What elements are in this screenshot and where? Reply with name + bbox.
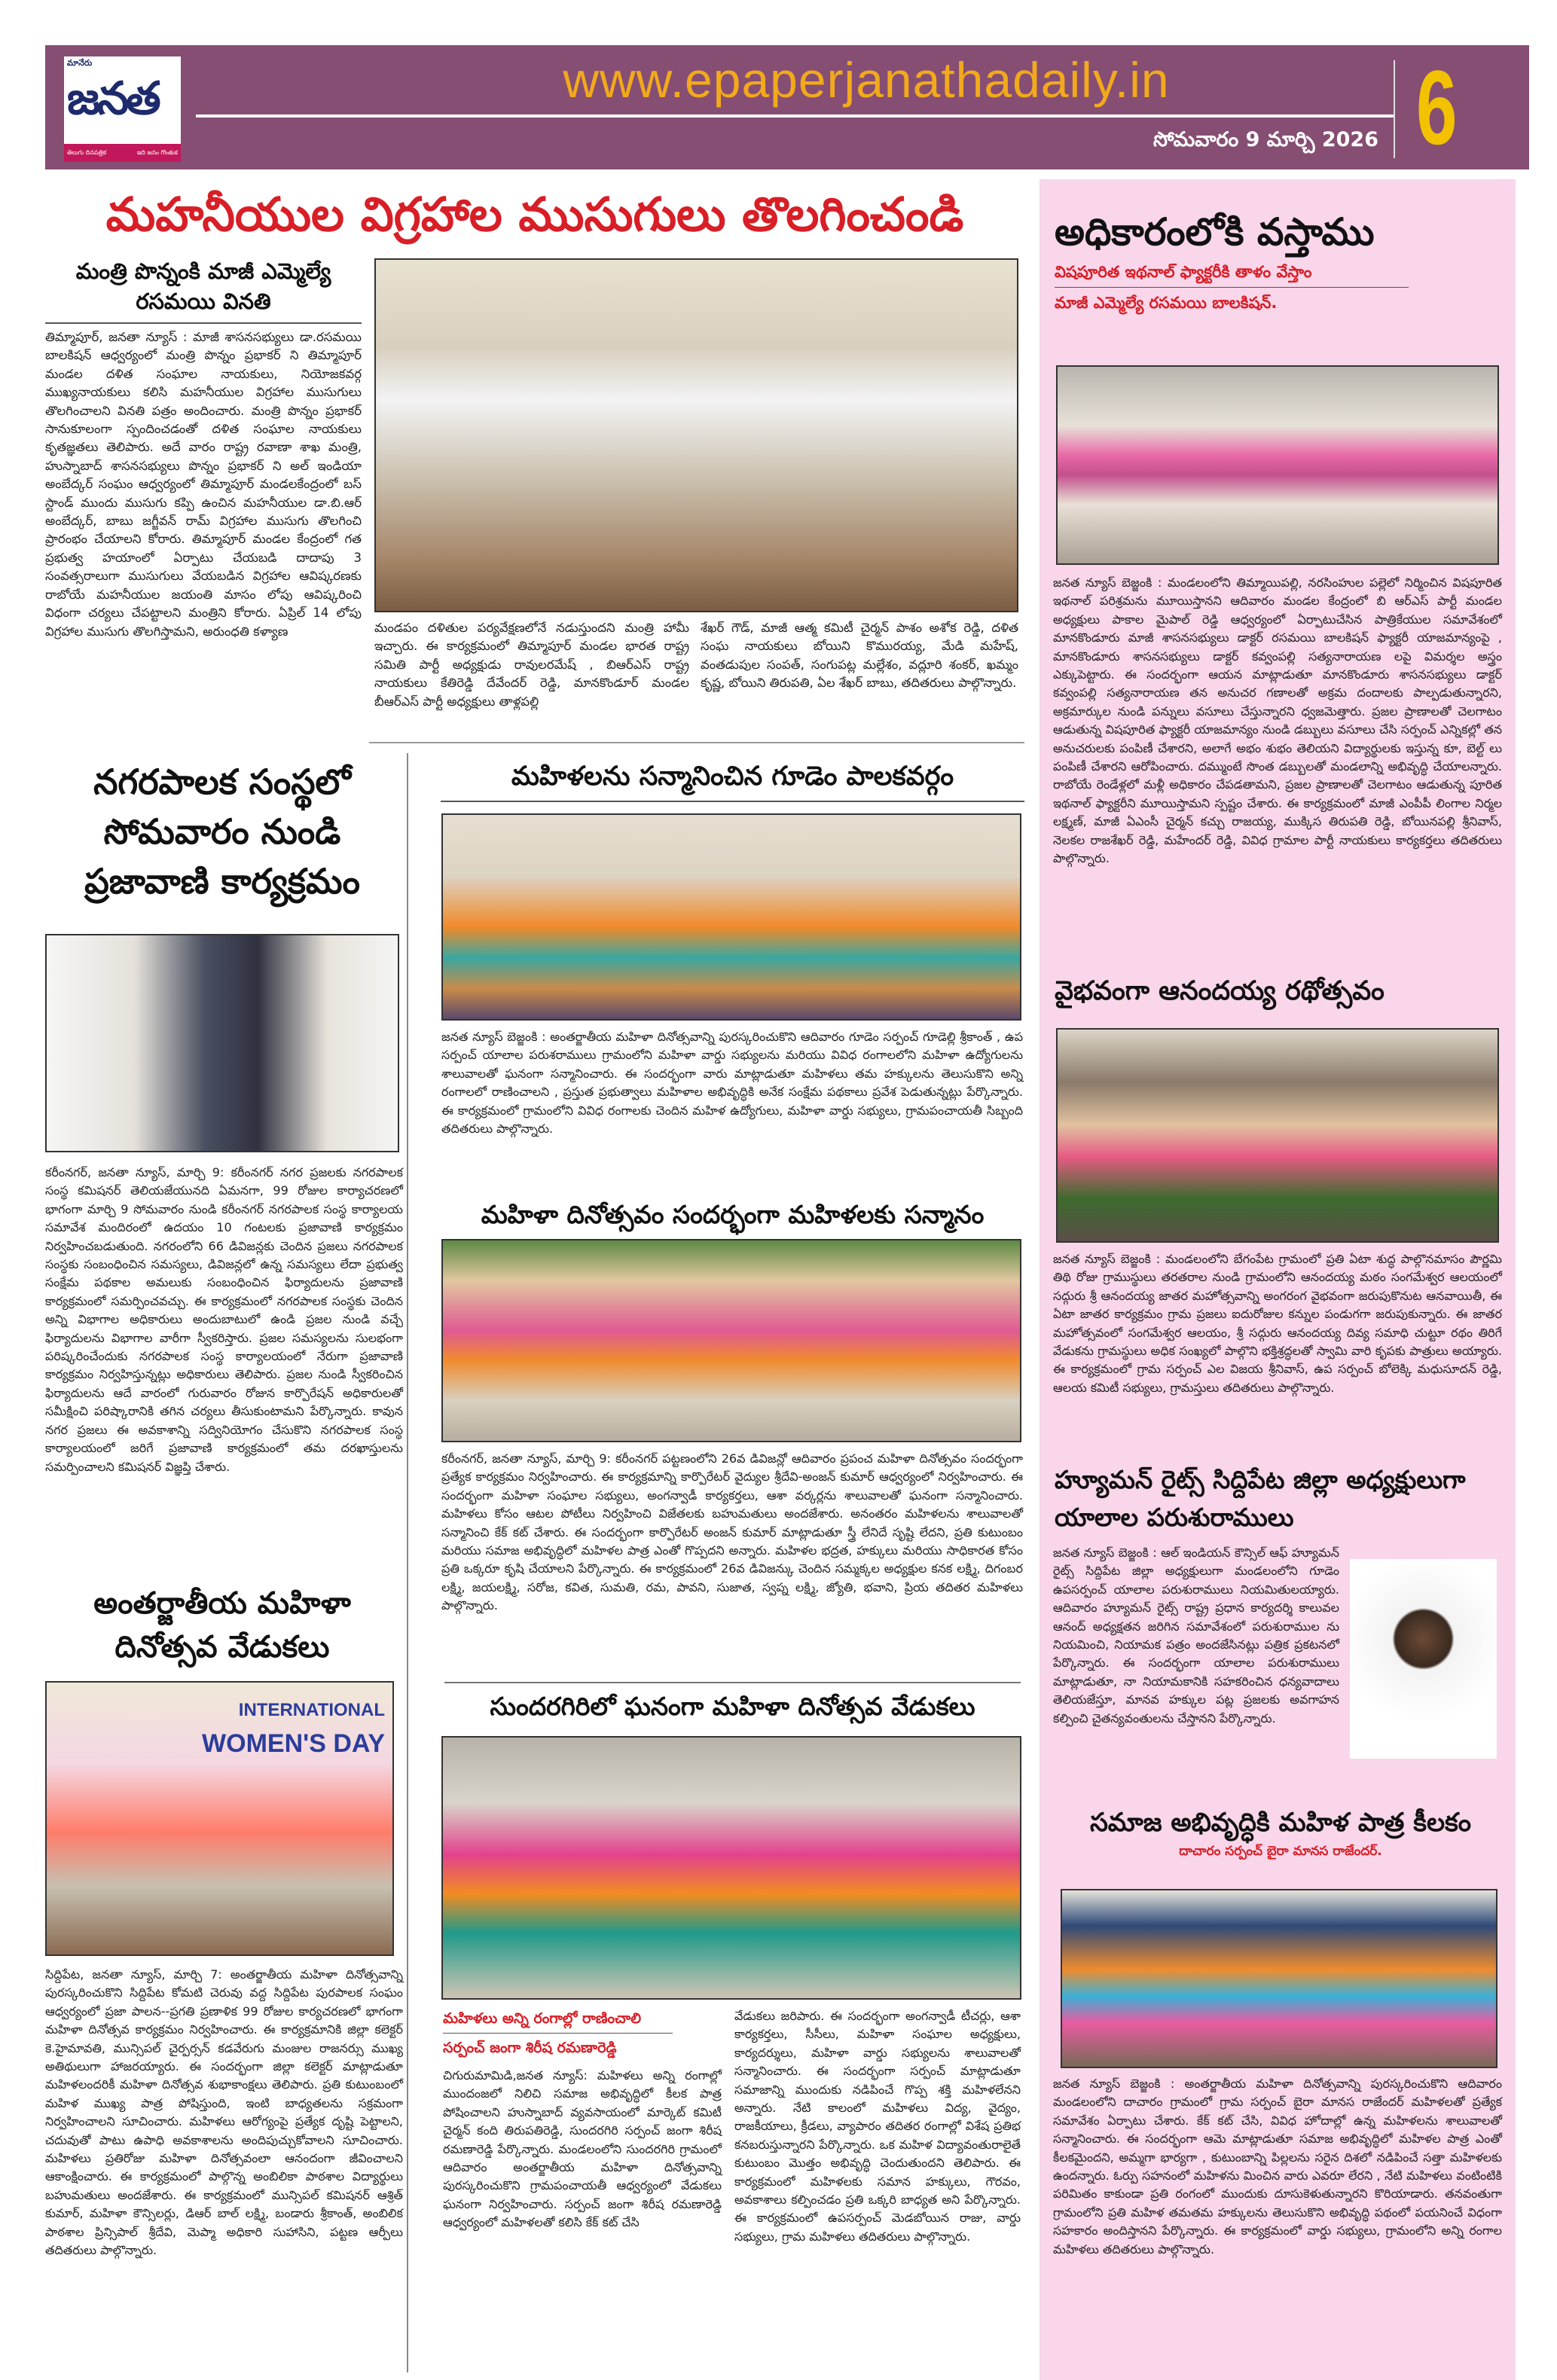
lead-bottom-rule [369, 742, 1024, 743]
power-headline: అధికారంలోకి వస్తాము [1055, 210, 1375, 254]
article-gudem [441, 757, 1024, 802]
dacharam-body-block [1053, 2075, 1502, 2259]
gudem-body-block [441, 1028, 1023, 1138]
dacharam-photo [1061, 1889, 1497, 2068]
sundaragiri-subhead-rule [443, 2033, 673, 2034]
prajavani-photo [45, 934, 399, 1152]
article-lead [45, 181, 1024, 249]
lead-body-right: శేఖర్ గౌడ్, మాజీ ఆత్మ కమిటీ చైర్మన్ పాశం అశోక రెడ్డి, దళిత సంఘ నాయకులు బోయిని కొమురయ్య, మేడి మహేష్, వంతడుపుల సంపత్, సంగుపట్ల మల్లేశం, వద్లూరి శంకర్, ఖమ్మం కృష్ణ, బోయిని తిరుపతి, ఏల శేఖర్ బాబు, తదితరులు పాల్గొన్నారు. [701, 621, 1018, 691]
article-intl-womens-day [45, 1582, 399, 1669]
article-womens-day-honor [441, 1198, 1024, 1232]
lead-body-left: తిమ్మాపూర్, జనతా న్యూస్ : మాజీ శాసనసభ్యులు డా.రసమయి బాలకిషన్ ఆధ్వర్యంలో మంత్రి పొన్నం ప్రభాకర్ ని తిమ్మాపూర్ మండల దళిత సంఘాల నాయకులు, నియోజకవర్గ ముఖ్యనాయకులు కలిసి మహనీయుల విగ్రహాల ముసుగులు తొలగించాలని వినతి పత్రం అందించారు. మంత్రి పొన్నం ప్రభాకర్ సానుకూలంగా స్పందించడంతో దళిత సంఘాల నాయకులు కృతజ్ఞతలు తెలిపారు. అదే వారం రాష్ట్ర రవాణా శాఖ మంత్రి, హుస్నాబాద్ శాసనసభ్యులు పొన్నం ప్రభాకర్ ని అల్ ఇండియా అంబేద్కర్ సంఘం ఆధ్వర్యంలో తిమ్మాపూర్ మండలకేంద్రంలో బస్ స్టాండ్ ముందు ముసుగు కప్పి ఉంచిన మహనీయుల డా.బి.ఆర్ అంబేద్కర్, బాబు జగ్జీవన్ రామ్ విగ్రహాల ముసుగు తొలగించి ప్రారంభం చేయాలని కోరారు. తిమ్మాపూర్ మండల కేంద్రంలో గత ప్రభుత్వ హయాంలో ఏర్పాటు చేయబడి దాదాపు 3 సంవత్సరాలుగా ముసుగులు వేయబడిన విగ్రహాల ఆవిష్కరణకు రాబోయే మహనీయుల జయంతి మాసం లోపు ఆవిష్కరించి విధంగా చర్యలు చేపట్టాలని మంత్రిని కోరారు. ఏప్రిల్ 14 లోపు విగ్రహాల ముసుగు తొలగిస్తామని, అరుంధతి కళ్యాణ [45, 330, 362, 639]
sundaragiri-column-2 [734, 2007, 1021, 2246]
photo-banner-line2: WOMEN'S DAY [202, 1729, 385, 1758]
lead-body-mid: మండపం దళితుల పర్యవేక్షణలోనే నడుస్తుందని మంత్రి హామీ ఇచ్చారు. ఈ కార్యక్రమంలో తిమ్మాపూర్ మండల భారత రాష్ట్ర సమితి పార్టీ అధ్యక్షుడు రావులరమేష్ , బిఆర్ఎస్ రాష్ట్ర నాయకులు కేతిరెడ్డి దేవేందర్ రెడ్డి, మానకొండూర్ మండల బీఆర్ఎస్ పార్టీ అధ్యక్షులు తాళ్లపల్లి [374, 621, 689, 709]
article-anandayya [1055, 972, 1507, 1011]
article-sundaragiri [441, 1687, 1024, 1726]
dacharam-subhead: దాచారం సర్పంచ్ బైరా మానస రాజేందర్. [1179, 1844, 1382, 1859]
sundaragiri-photo [441, 1736, 1021, 2000]
logo-tagline-strip [64, 144, 181, 162]
human-rights-headline: హ్యూమన్ రైట్స్ సిద్దిపేట జిల్లా అధ్యక్షులుగా యాలాల పరుశురాములు [1055, 1465, 1466, 1532]
masthead-divider [196, 114, 1394, 117]
womens-day-honor-body-block [441, 1450, 1023, 1616]
gudem-body: జనత న్యూస్ బెజ్జంకి : అంతర్జాతీయ మహిళా దినోత్సవాన్ని పురస్కరించుకొని ఆదివారం గూడెం సర్పంచ్ గూడెల్లి శ్రీకాంత్ , ఉప సర్పంచ్ యాలాల పరుశరాములు గ్రామంలోని మహిళా వార్డు సభ్యులను మరియు వివిధ రంగాలలోని మహిళా ఉద్యోగులను శాలువాలతో ఘనంగా సన్మానించారు. ఈ సందర్భంగా వారు మాట్లాడుతూ మహిళలు తమ హక్కులను తెలుసుకొని అన్ని రంగాలలో రాణించాలని , ప్రస్తుత ప్రభుత్వాలు మహిళాల అభివృద్ధికి అనేక సంక్షేమ పథకాలు ప్రవేశ పెడుతున్నట్లు పేర్కొన్నారు. ఈ కార్యక్రమంలో గ్రామంలోని వివిధ రంగాలకు చెందిన మహిళ ఉద్యోగులు, మహిళా వార్డు సభ్యులు, గ్రామపంచాయతీ సిబ్బంది తదితరులు పాల్గొన్నారు. [441, 1030, 1023, 1137]
photo-banner-line1: INTERNATIONAL [238, 1700, 385, 1720]
dacharam-body: జనత న్యూస్ బెజ్జంకి : అంతర్జాతీయ మహిళా దినోత్సవాన్ని పురస్కరించుకొని ఆదివారం మండలంలోని దాచారం గ్రామంలో గ్రామ సర్పంచ్ బైరా మానస రాజేందర్ మహిళలతో ప్రత్యేక సమావేశం ఏర్పాటు చేశారు. కేక్ కట్ చేసి, వివిధ హోదాల్లో ఉన్న మహిళలను శాలువాలతో సన్మానించారు. ఈ సందర్భంగా ఆమె మాట్లాడుతూ సమాజ అభివృద్ధిలో మహిళల పాత్ర ఎంతో కీలకమైందని, అమ్మగా భార్యగా , కుటుంబాన్ని పిల్లలను సరైన దిశలో నడిపించే సత్తా మహిళలకు ఉందన్నారు. ఓర్పు సహనంలో మహిళను మించిన వారు ఎవరూ లేరని , నేటి మహిళలు వంటింటికి పరిమితం కాకుండా ప్రతి రంగంలో ముందుకు దూసుకెళుతున్నారని కొరియాడారు. తనవంతుగా గ్రామంలోని ప్రతి మహిళ తమతమ హక్కులను తెలుసుకొని అభివృద్ధి పథంలో పయనించే విధంగా సహకారం అందిస్తానని పేర్కొన్నారు. ఈ కార్యక్రమంలో వార్డు సభ్యులు, గ్రామంలోని అన్ని రంగాల మహిళలు తదితరులు పాల్గొన్నారు. [1053, 2076, 1502, 2256]
power-subhead-rule [1055, 287, 1409, 288]
sundaragiri-top-rule [444, 1682, 1021, 1683]
lead-headline: మహనీయుల విగ్రహాల ముసుగులు తొలగించండి [105, 187, 964, 242]
sundaragiri-subhead-1: మహిళలు అన్ని రంగాల్లో రాణించాలి [443, 2010, 642, 2027]
prajavani-headline: నగరపాలక సంస్థలో సోమవారం నుండి ప్రజావాణి కార్యక్రమం [84, 761, 360, 902]
article-dacharam [1055, 1804, 1507, 1861]
human-rights-body-block [1053, 1544, 1339, 1728]
gudem-headline-rule [441, 801, 1024, 802]
womens-day-honor-body: కరీంనగర్, జనతా న్యూస్, మార్చి 9: కరీంనగర్ పట్టణంలోని 26వ డివిజన్లో ఆదివారం ప్రపంచ మహిళా దినోత్సవం సందర్భంగా ప్రత్యేక కార్యక్రమం నిర్వహించారు. ఈ కార్యక్రమాన్ని కార్పొరేటర్ వైద్యుల శ్రీదేవి-అంజన్ కుమార్ ఆధ్వర్యంలో నిర్వహించారు. ఈ సందర్భంగా మహిళా సంఘాల సభ్యులు, అంగన్వాడీ కార్యకర్తలు, ఆశా వర్కర్లను శాలువాలతో ఘనంగా సన్మానించారు. మహిళలు కోసం ఆటల పోటీలు నిర్వహించి విజేతలకు బహుమతులు అందజేశారు. అనంతరం మహిళలను శాలువాలతో సన్మానించి కేక్ కట్ చేశారు. ఈ సందర్భంగా కార్పొరేటర్ అంజన్ కుమార్ మాట్లాడుతూ స్త్రీ లేనిదే సృష్టి లేదని, ప్రతి కుటుంబం మరియు సమాజ అభివృద్ధిలో మహిళల పాత్ర ఎంతో గొప్పదని అన్నారు. మహిళల భద్రత, హక్కులు మరియు సాధికారత కోసం ప్రతి ఒక్కరూ కృషి చేయాలని పేర్కొన్నారు. ఈ కార్యక్రమంలో 26వ డివిజన్కు చెందిన సమ్మక్కల అధ్యక్షుల కనక లక్ష్మి, దిగంబర లక్ష్మి, జయలక్ష్మి, సరోజ, కవిత, సుమతి, రమ, పావని, సుజాత, స్వప్న లక్ష్మి, జ్యోతి, భవాని, ప్రియ తదితర మహిళలు పాల్గొన్నారు. [441, 1451, 1023, 1613]
anandayya-body-block [1053, 1250, 1502, 1397]
prajavani-body-block [45, 1164, 403, 1476]
intl-womens-day-headline: అంతర్జాతీయ మహిళా దినోత్సవ వేడుకలు [93, 1586, 351, 1664]
power-photo [1056, 365, 1499, 565]
page-number: 6 [1416, 48, 1458, 166]
prajavani-body: కరీంనగర్, జనతా న్యూస్, మార్చి 9: కరీంనగర్ నగర ప్రజలకు నగరపాలక సంస్థ కమిషనర్ తెలియజేయునది ఏమనగా, 99 రోజుల కార్యాచరణలో భాగంగా మార్చి 9 సోమవారం నుండి కరీంనగర్ నగరపాలక సంస్థ కార్యాలయ సమావేశ మందిరంలో ఉదయం 10 గంటలకు ప్రజావాణి కార్యక్రమం నిర్వహించబడుతుంది. నగరంలోని 66 డివిజన్లకు చెందిన ప్రజలు నగరపాలక సంస్థకు సంబంధించిన సమస్యలు, డివిజన్లలో ఉన్న సమస్యలు లేదా ప్రభుత్వ సంక్షేమ పథకాల అమలుకు సంబంధించిన ఫిర్యాదులను ప్రజావాణి కార్యక్రమంలో సమర్పించవచ్చు. ఈ కార్యక్రమంలో నగరపాలక సంస్థకు చెందిన అన్ని విభాగాల అధికారులు అందుబాటులో ఉండి ప్రజల నుండి వచ్చే ఫిర్యాదులను విభాగాల వారీగా స్వీకరిస్తారు. ప్రజల సమస్యలను సులభంగా పరిష్కరించేందుకు నగరపాలక సంస్థ కార్యాలయంలో నేరుగా ప్రజావాణి కార్యక్రమం నిర్వహిస్తున్నట్లు అధికారులు తెలిపారు. ప్రజల నుండి స్వీకరించిన ఫిర్యాదులను ఆదే వారంలో గురువారం రోజున కార్పొరేషన్ అధికారులతో సమీక్షించి పరిష్కారానికి తగిన చర్యలు తీసుకుంటామని పేర్కొన్నారు. కావున నగర ప్రజలు ఈ అవకాశాన్ని సద్వినియోగం చేసుకొని నగరపాలక సంస్థ కార్యాలయంలో జరిగే ప్రజావాణి కార్యక్రమంలో తమ దరఖాస్తులను సమర్పించాలని కమిషనర్ విజ్ఞప్తి చేశారు. [45, 1165, 403, 1474]
lead-column-3 [701, 619, 1018, 693]
logo-tag-right: ఇది జనం గొంతుక [136, 149, 178, 156]
human-rights-portrait [1350, 1559, 1497, 1759]
sundaragiri-body-left: చిగురుమామిడి,జనత న్యూస్: మహిళలు అన్ని రంగాల్లో ముందంజలో నిలిచి సమాజ అభివృద్ధిలో కీలక పాత్ర పోషించాలని హుస్నాబాద్ వ్యవసాయంలో మార్కెట్ కమిటీ చైర్మన్ కంది తిరుపతిరెడ్డి, సుందరగిరి సర్పంచ్ జంగా శిరీష రమణారెడ్డి పేర్కొన్నారు. మండలంలోని సుందరగిరి గ్రామంలో ఆదివారం అంతర్జాతీయ మహిళా దినోత్సవాన్ని పురస్కరించుకొని గ్రామపంచాయతీ ఆధ్వర్యంలో వేడుకలు ఘనంగా నిర్వహించారు. సర్పంచ్ జంగా శిరీష రమణారెడ్డి ఆధ్వర్యంలో మహిళలతో కలిసి కేక్ కట్ చేసి [443, 2068, 722, 2230]
power-subhead-1: విషపూరిత ఇథనాల్ ఫ్యాక్టరీకి తాళం వేస్తాం [1055, 263, 1312, 281]
logo-main-text: జనత [67, 72, 158, 125]
womens-day-honor-photo [441, 1239, 1021, 1442]
sundaragiri-body-right: వేడుకలు జరిపారు. ఈ సందర్భంగా అంగన్వాడీ టీచర్లు, ఆశా కార్యకర్తలు, సీసీలు, మహిళా సంఘాల అధ్యక్షులు, కార్యదర్శులు, మహిళా వార్డు సభ్యులను శాలువాలతో సన్మానించారు. ఈ సందర్భంగా సర్పంచ్ మాట్లాడుతూ సమాజాన్ని ముందుకు నడిపించే గొప్ప శక్తి మహిళలేనని అన్నారు. నేటి కాలంలో మహిళలు విద్య, వైద్యం, రాజకీయాలు, క్రీడలు, వ్యాపారం తదితర రంగాల్లో విశేష ప్రతిభ కనబరుస్తున్నారని పేర్కొన్నారు. ఒక మహిళ విద్యావంతురాలైతే కుటుంబం మొత్తం అభివృద్ధి చెందుతుందని తెలిపారు. ఈ కార్యక్రమంలో మహిళలకు సమాన హక్కులు, గౌరవం, అవకాశాలు కల్పించడం ప్రతి ఒక్కరి బాధ్యత అని పేర్కొన్నారు. ఈ కార్యక్రమంలో ఉపసర్పంచ్ మెడబోయిన రాజు, వార్డు సభ్యులు, గ్రామ మహిళలు తదితరులు పాల్గొన్నారు. [734, 2009, 1021, 2244]
gudem-photo [441, 813, 1021, 1021]
newspaper-logo [64, 56, 181, 162]
logo-small-text: మానేరు [67, 58, 93, 68]
article-human-rights [1055, 1461, 1507, 1536]
lead-subhead: మంత్రి పొన్నంకి మాజీ ఎమ్మెల్యే రసమయి వినతి [75, 258, 331, 314]
sundaragiri-column-1 [443, 2007, 722, 2232]
power-body-block [1053, 574, 1502, 868]
anandayya-photo [1056, 1028, 1499, 1243]
intl-womens-day-body: సిద్దిపేట, జనతా న్యూస్, మార్చి 7: అంతర్జాతీయ మహిళా దినోత్సవాన్ని పురస్కరించుకొని సిద్దిపేట కోమటి చెరువు వద్ద సిద్దిపేట పురపాలక సంఘం ఆధ్వర్యంలో ప్రజా పాలన--ప్రగతి ప్రణాళిక 99 రోజుల కార్యచరణలో భాగంగా మహిళా దినోత్సవ కార్యక్రమం నిర్వహించారు. ఈ కార్యక్రమానికి జిల్లా కలెక్టర్ కె.హైమావతి, మున్సిపల్ చైర్పర్సన్ కడవేరుగు మంజుల రాజనర్సు ముఖ్య అతిథులుగా హాజరయ్యారు. ఈ సందర్భంగా జిల్లా కలెక్టర్ మాట్లాడుతూ మహిళలందరికీ మహిళా దినోత్సవ శుభాకాంక్షలు తెలిపారు. ప్రతి కుటుంబంలో మహిళ ముఖ్య పాత్ర పోషిస్తుంది, ఇంటి బాధ్యతలను సక్రమంగా నిర్వహించాలని సూచించారు. మహిళలు ఆరోగ్యంపై ప్రత్యేక దృష్టి పెట్టాలని, చదువుతో పాటు ఉపాధి అవకాశాలను అందిపుచ్చుకోవాలని సూచించారు. మహిళలు ప్రతిరోజు మహిళా దినోత్సవంలా ఆనందంగా జీవించాలని ఆకాంక్షించారు. ఈ కార్యక్రమంలో పాల్గొన్న అంబిలికా పాఠశాల విద్యార్థులు బహుమతులు అందజేశారు. ఈ కార్యక్రమంలో మున్సిపల్ కమిషనర్ ఆశ్రిత్ కుమార్, మహిళా కౌన్సిలర్లు, డిఆర్ బాల్ లక్ష్మి, బండారు శ్రీకాంత్, అంబిలిక పాఠశాల ప్రిన్సిపాల్ శ్రీదేవి, మెప్మా అధికారి సుహాసిని, పట్టణ ఆర్పీలు తదితరులు పాల్గొన్నారు. [45, 1967, 403, 2258]
logo-tag-left: తెలుగు దినపత్రిక [67, 149, 107, 156]
column-divider [407, 753, 408, 2372]
power-subhead-2: మాజీ ఎమ్మెల్యే రసమయి బాలకిషన్. [1055, 294, 1278, 312]
human-rights-body: జనత న్యూస్ బెజ్జంకి : ఆల్ ఇండియన్ కౌన్సిల్ ఆఫ్ హ్యూమన్ రైట్స్ సిద్దిపేట జిల్లా అధ్యక్షులుగా మండలంలోని గూడెం ఉపసర్పంచ్ యాలాల పరుశురాములు నియమితులయ్యారు. ఆదివారం హ్యూమన్ రైట్స్ రాష్ట్ర ప్రధాన కార్యదర్శి కాలువల ఆనంద్ అధ్యక్షతన జరిగిన సమావేశంలో పరుశురాముల ను నియమించి, నియామక పత్రం అందజేసినట్లు పత్రిక ప్రకటనలో పేర్కొన్నారు. ఈ సందర్భంగా యాలాల పరుశురాములు మాట్లాడుతూ, నా నియామకానికి సహకరించిన ధన్యవాదాలు తెలియజేస్తూ, మానవ హక్కుల పట్ల ప్రజలకు అవగాహన కల్పించి చైతన్యవంతులను చేస్తానని పేర్కొన్నారు. [1053, 1545, 1339, 1726]
intl-womens-day-body-block [45, 1966, 403, 2260]
power-body: జనత న్యూస్ బెజ్జంకి : మండలంలోని తిమ్మాయిపల్లి, నరసింహుల పల్లెలో నిర్మించిన విషపూరిత ఇథనాల్ పరిశ్రమను మూయిస్తానని ఆదివారం మండల కేంద్రంలో బి ఆర్ఎస్ పార్టీ మండల అధ్యక్షులు పాకాల మైపాల్ రెడ్డి ఆధ్వర్యంలో ఏర్పాటుచేసిన పాత్రికేయుల సమావేశంలో మానకొండూరు మాజీ శాసనసభ్యులు డాక్టర్ రసమయి బాలకిషన్ ఫ్యాక్టరీ యాజమాన్యంపై , మానకొండూరు శాసనసభ్యులు డాక్టర్ కవ్వంపల్లి సత్యనారాయణ లపై విమర్శల అస్త్రం ఎక్కుపెట్టారు. ఈ సందర్భంగా ఆయన మాట్లాడుతూ మానకొండూరు శాసనసభ్యులు డాక్టర్ కవ్వంపల్లి సత్యనారాయణ తన అనుచర గణాలతో అక్రమ దందాలకు పాల్పడుతున్నారని, అక్రమార్కుల నుండి పన్నులు వసూలు చేస్తున్నారని ధ్వజమెత్తారు. ప్రజల ప్రాణాలతో చెలగాటం ఆడుతున్న విషపూరిత ఫ్యాక్టరీ యాజమాన్యం నుండి డబ్బులు వసూలు చేసి సర్పంచ్ ఎన్నికల్లో తన అనుచరులకు పంపిణీ చేశారని, అలాగే అభం శుభం తెలియని విద్యార్థులకు ఇస్తున్న కూ, బెల్ట్ లు పంపిణీ చేశారని ఆరోపించారు. దమ్ముంటే సొంత డబ్బులతో మండలాన్ని అభివృద్ధి చేయాలన్నారు. రాబోయే రెండేళ్లలో మళ్లీ అధికారం చేపడతామని, ప్రజల ప్రాణాలతో చెలగాటం ఆడుతున్న పూరిత ఇథనాల్ ఫ్యాక్టరీని మూయిస్తామని స్పష్టం చేశారు. ఈ కార్యక్రమంలో మాజీ ఎంపీపీ లింగాల నిర్మల లక్ష్మణ్, మాజీ ఏఎంసీ చైర్మన్ కచ్చు రాజయ్య, ముక్కిస తిరుపతి రెడ్డి, బోయినపల్లి శ్రీనివాస్, నెలకల రాజశేఖర్ రెడ్డి, మహేందర్ రెడ్డి, వివిధ గ్రామాల పార్టీ నాయకులు కార్యకర్తలు తదితరులు పాల్గొన్నారు. [1053, 575, 1502, 866]
sundaragiri-headline: సుందరగిరిలో ఘనంగా మహిళా దినోత్సవ వేడుకలు [490, 1692, 975, 1721]
lead-column-2 [374, 619, 689, 711]
womens-day-honor-headline: మహిళా దినోత్సవం సందర్భంగా మహిళలకు సన్మానం [481, 1200, 985, 1229]
masthead [45, 45, 1529, 169]
gudem-headline: మహిళలను సన్మానించిన గూడెం పాలకవర్గం [511, 761, 954, 792]
anandayya-body: జనత న్యూస్ బెజ్జంకి : మండలంలోని బేగంపేట గ్రామంలో ప్రతి ఏటా శుద్ధ పాల్గొనమాసం పౌర్ణమి తిథి రోజు గ్రాముస్థులు తరతరాల నుండి గ్రామంలోని ఆనందయ్య మఠం సంగమేశ్వర ఆలయంలో సద్గురు శ్రీ ఆనందయ్య జాతర మహోత్సవాన్ని అంగరంగ వైభవంగా జరుపుకొనుట ఆనవాయితీ, ఈ ఏటా జాతర కార్యక్రమం గ్రామ ప్రజలు ఐదురోజుల కన్నుల పండుగగా జరుపుకున్నారు. ఈ జాతర మహోత్సవంలో సంగమేశ్వర ఆలయం, శ్రీ సద్గురు ఆనందయ్య దివ్య సమాధి చుట్టూ రథం తిరిగే వేడుకను గ్రామస్థులు అధిక సంఖ్యలో పాల్గొని భక్తిశ్రద్ధలతో స్వామి వారి కృపకు పాత్రులు అయ్యారు. ఈ కార్యక్రమంలో గ్రామ సర్పంచ్ ఎల విజయ శ్రీనివాస్, ఉప సర్పంచ్ బోలెక్కి మధుసూదన్ రెడ్డి, ఆలయ కమిటీ సభ్యులు, గ్రామస్తులు తదితరులు పాల్గొన్నారు. [1053, 1252, 1502, 1395]
intl-womens-day-photo [45, 1681, 394, 1956]
lead-subhead-rule [45, 322, 362, 324]
dacharam-headline: సమాజ అభివృద్ధికి మహిళ పాత్ర కీలకం [1089, 1808, 1472, 1838]
lead-photo [374, 258, 1018, 612]
article-prajavani [45, 757, 399, 906]
article-power [1055, 207, 1507, 315]
lead-column-1 [45, 256, 362, 738]
anandayya-headline: వైభవంగా ఆనందయ్య రథోత్సవం [1055, 976, 1385, 1006]
site-url[interactable]: www.epaperjanathadaily.in [563, 52, 1170, 108]
masthead-vertical-divider [1394, 60, 1395, 158]
issue-date: సోమవారం 9 మార్చి 2026 [1152, 128, 1378, 151]
sundaragiri-subhead-2: సర్పంచ్ జంగా శిరీష రమణారెడ్డి [443, 2040, 617, 2056]
